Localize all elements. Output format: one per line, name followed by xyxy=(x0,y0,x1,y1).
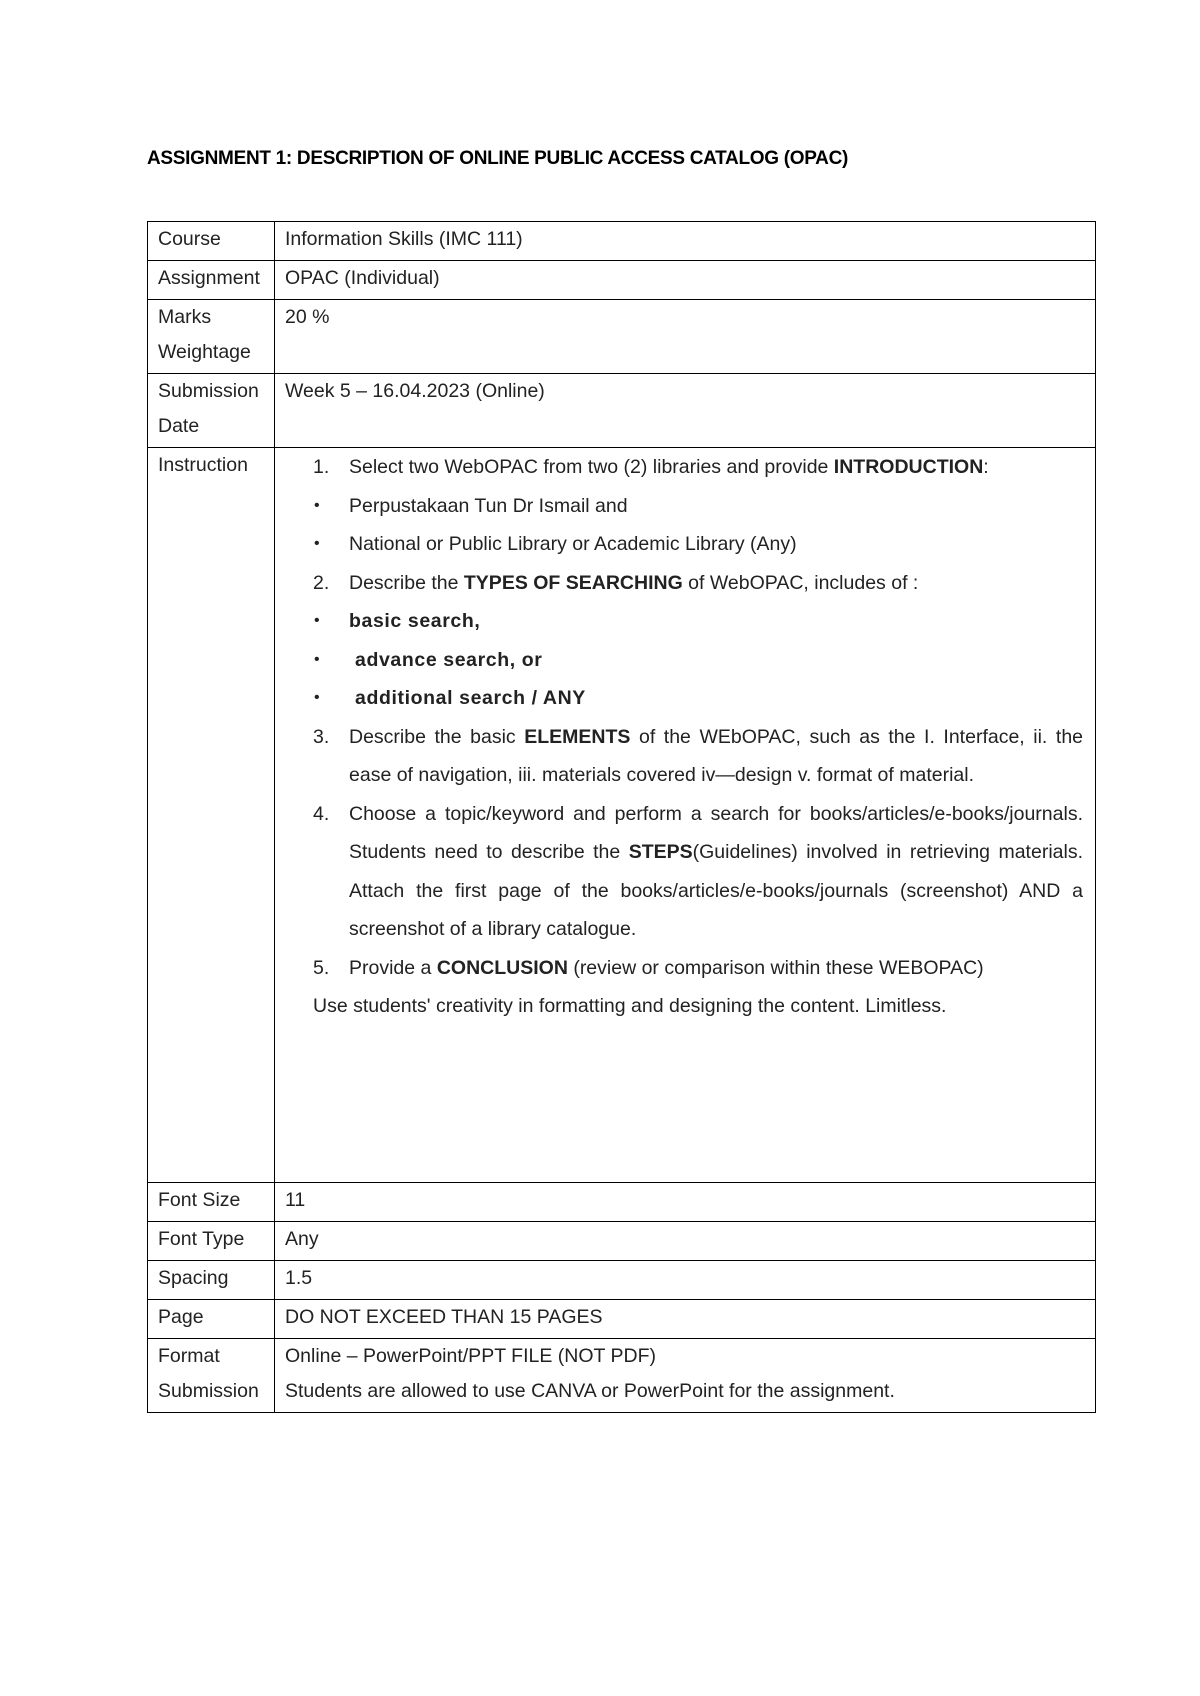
format-value-line-2: Students are allowed to use CANVA or PowerPoint for the assignment. xyxy=(285,1380,895,1402)
bullet-text: Perpustakaan Tun Dr Ismail and xyxy=(349,494,628,517)
instruction-bullet-1 xyxy=(313,487,1083,526)
page-title: ASSIGNMENT 1: DESCRIPTION OF ONLINE PUBLIC ACCESS CATALOG (OPAC) xyxy=(147,148,849,169)
instruction-item-5 xyxy=(313,949,1083,988)
table-row-spacing xyxy=(148,1261,1096,1300)
table-row-instruction xyxy=(148,448,1096,1183)
course-value: Information Skills (IMC 111) xyxy=(275,222,1096,261)
font-size-label: Font Size xyxy=(148,1183,275,1222)
instruction-item-4 xyxy=(313,795,1083,949)
instruction-content xyxy=(275,448,1096,1183)
item-text: Select two WebOPAC from two (2) libraries and provide xyxy=(349,456,834,478)
bullet-icon: • xyxy=(314,650,320,668)
submission-label-line-1: Submission xyxy=(158,380,259,402)
bullet-icon: • xyxy=(314,535,320,552)
font-type-value: Any xyxy=(275,1222,1096,1261)
marks-label-line-1: Marks xyxy=(158,306,212,328)
table-row-font-type xyxy=(148,1222,1096,1261)
marks-weightage-value: 20 % xyxy=(275,300,1096,374)
bullet-text: basic search, xyxy=(349,610,481,632)
spacing-label: Spacing xyxy=(148,1261,275,1300)
item-text: of WebOPAC, includes of : xyxy=(682,571,919,594)
bullet-icon: • xyxy=(314,612,320,629)
instruction-item-3 xyxy=(313,718,1083,795)
bullet-text: National or Public Library or Academic Library (Any) xyxy=(349,533,797,555)
bullet-icon: • xyxy=(314,689,320,706)
submission-label-line-2: Date xyxy=(158,415,200,437)
marks-weightage-label xyxy=(148,300,275,374)
submission-date-label xyxy=(148,374,275,448)
bullet-text: additional search / ANY xyxy=(349,687,586,709)
item-text: Provide a xyxy=(349,956,437,979)
item-text: Describe the basic xyxy=(349,725,525,748)
item-text: Describe the xyxy=(349,571,464,594)
item-number: 4. xyxy=(313,802,330,825)
bullet-icon: • xyxy=(314,496,320,514)
table-row-font-size xyxy=(148,1183,1096,1222)
course-label: Course xyxy=(148,222,275,261)
instruction-list xyxy=(313,448,1083,987)
assignment-value: OPAC (Individual) xyxy=(275,261,1096,300)
item-number: 3. xyxy=(313,725,330,748)
item-number: 5. xyxy=(313,956,330,979)
format-label-line-1: Format xyxy=(158,1345,220,1367)
item-text: : xyxy=(983,456,989,478)
item-bold-text: ELEMENTS xyxy=(524,725,631,748)
marks-label-line-2: Weightage xyxy=(158,341,251,363)
instruction-bullet-2 xyxy=(313,525,1083,564)
item-text: Choose a topic/keyword and perform a search for books/articles/e-books/journals. Students need to describe the xyxy=(349,802,1083,863)
format-submission-label xyxy=(148,1339,275,1413)
instruction-closing-note: Use students' creativity in formatting and designing the content. Limitless. xyxy=(313,995,947,1017)
item-bold-text: TYPES OF SEARCHING xyxy=(463,571,683,594)
instruction-bullet-4 xyxy=(313,641,1083,680)
item-text: (review or comparison within these WEBOPAC) xyxy=(567,956,984,979)
item-bold-text: INTRODUCTION xyxy=(833,456,984,478)
font-size-value: 11 xyxy=(275,1183,1096,1222)
table-row-format-submission xyxy=(148,1339,1096,1413)
instruction-label: Instruction xyxy=(148,448,275,1183)
item-number: 1. xyxy=(313,456,330,478)
instruction-item-2 xyxy=(313,564,1083,603)
item-text: (Guidelines) involved in retrieving materials. Attach the first page of the books/articles/e-books/journals (screenshot) AND a screenshot of a library catalogue. xyxy=(349,841,1083,940)
item-bold-text: CONCLUSION xyxy=(436,956,568,979)
item-text: of the WEbOPAC, such as the I. Interface, ii. the ease of navigation, iii. materials covered iv—design v. format of material. xyxy=(349,725,1084,786)
bullet-text: advance search, or xyxy=(349,648,543,671)
format-submission-value xyxy=(275,1339,1096,1413)
item-bold-text: STEPS xyxy=(628,841,693,863)
instruction-bullet-5 xyxy=(313,679,1083,718)
format-label-line-2: Submission xyxy=(158,1380,259,1402)
table-row-assignment xyxy=(148,261,1096,300)
submission-date-value: Week 5 – 16.04.2023 (Online) xyxy=(275,374,1096,448)
table-row-submission-date xyxy=(148,374,1096,448)
table-row-marks-weightage xyxy=(148,300,1096,374)
instruction-bullet-3 xyxy=(313,602,1083,641)
font-type-label: Font Type xyxy=(148,1222,275,1261)
assignment-label: Assignment xyxy=(148,261,275,300)
table-row-page xyxy=(148,1300,1096,1339)
table-row-course xyxy=(148,222,1096,261)
item-number: 2. xyxy=(313,571,330,594)
instruction-item-1 xyxy=(313,448,1083,487)
page-label: Page xyxy=(148,1300,275,1339)
page-value: DO NOT EXCEED THAN 15 PAGES xyxy=(275,1300,1096,1339)
format-value-line-1: Online – PowerPoint/PPT FILE (NOT PDF) xyxy=(285,1345,656,1367)
spacing-value: 1.5 xyxy=(275,1261,1096,1300)
assignment-details-table xyxy=(147,221,1096,1413)
